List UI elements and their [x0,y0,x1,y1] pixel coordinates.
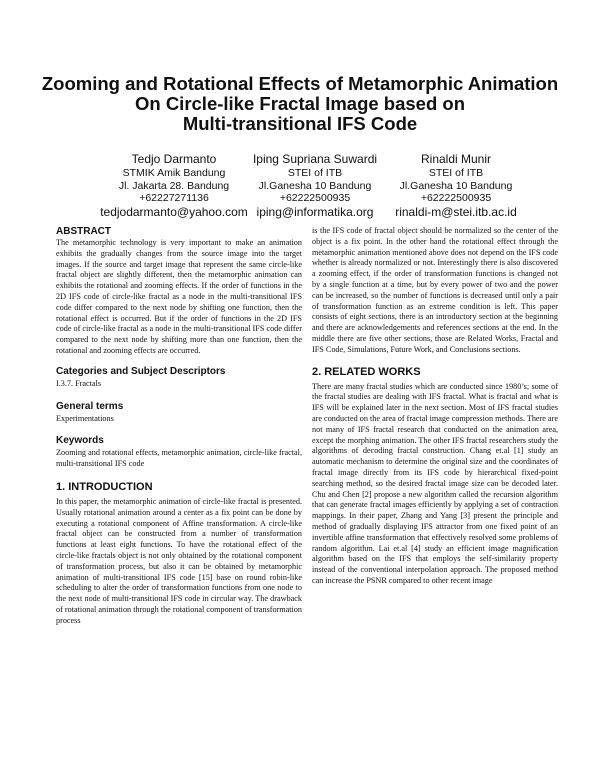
general-terms-heading: General terms [56,400,124,412]
author-email: rinaldi-m@stei.itb.ac.id [395,204,517,219]
abstract-heading: ABSTRACT [56,226,111,237]
paper-title [40,74,560,134]
title-line-2: On Circle-like Fractal Image based on [134,93,466,114]
introduction-continuation: is the IFS code of fractal object should be normalized so the center of the object is a fix point. In the other hand the rotational effect through the metamorphic animation mentioned above does not depend on the IFS code whether is already normalized or not. Interestingly there is also discovered a zooming effect, if the order of transformation functions is changed not by a single function at a time, but by every power of two and the power can be increased, so the number of functions is decreased until only a pair of transformation function as an extreme condition is left. This paper consists of eight sections, there is an introductory section at the beginning and there are acknowledgements and references sections at the end. In the middle there are five other sections, those are Related Works, Fractal and IFS Code, Simulations, Future Work, and Conclusions sections. [312,226,558,354]
author-phone: +62227271136 [139,192,209,204]
left-column [56,226,302,627]
related-works-text: There are many fractal studies which are conducted since 1980’s; some of the fractal studies are dealing with IFS fractal. What is fractal and what is IFS will be explained later in the next section. Most of IFS fractal studies are conducted on the area of fractal image compression methods. There are not many of IFS fractal research that conducted on the animation area, except the morphing animation. The other IFS fractal researchers study the algorithms of decoding fractal construction. Chang et.al [1] study an automatic mechanism to determine the original size and the coordinates of fractal image directly from its IFS code by hierarchical fixed-point searching method, so the desired fractal image size can be decoded later. Chu and Chen [2] propose a new algorithm called the recursion algorithm that can generate fractal images efficiently by applying a set of contraction mappings. In their paper, Zhang and Yang [3] present the principle and method of gradually displaying IFS attractor from one fixed point of an invertible affine transformation that effectively resolved some problems of random algorithm. Lai et.al [4] study an efficient image magnification algorithm based on the IFS that employs the self-similarity property instead of the conventional interpolation approach. The proposed method can increase the PSNR compared to other recent image [312,381,558,585]
author-phone: +62222500935 [420,192,492,204]
author-address: Jl. Jakarta 28. Bandung [118,179,230,192]
author-phone: +62222500935 [279,192,351,204]
author-address: Jl.Ganesha 10 Bandung [258,179,372,192]
categories-heading: Categories and Subject Descriptors [56,365,226,377]
title-line-3: Multi-transitional IFS Code [182,113,418,134]
author-name: Tedjo Darmanto [131,152,217,166]
author-affiliation: STMIK Amik Bandung [122,167,226,179]
related-works-heading: 2. RELATED WORKS [312,365,421,378]
author-affiliation: STEI of ITB [428,167,484,179]
author-3 [366,152,546,220]
author-affiliation: STEI of ITB [287,167,343,179]
author-address: Jl.Ganesha 10 Bandung [399,179,513,192]
keywords-text: Zooming and rotational effects, metamorphic animation, circle-like fractal, multi-transitional IFS code [56,448,302,469]
author-name: Iping Supriana Suwardi [252,152,378,166]
author-email: tedjodarmanto@yahoo.com [100,204,248,219]
introduction-text: In this paper, the metamorphic animation of circle-like fractal is presented. Usually rotational animation around a center as a fix point can be done by executing a rotational component of Affine transformation. A circle-like fractal object can be constructed from a number of transformation functions at least eight functions. To have the rotational effect of the circle-like fractals object is not only obtained by the rotational component of transformation process, but also it can be obtained by metamorphic animation of multi-transitional IFS code [15] base on round robin-like scheduling to alter the order of transformation functions from one node to the next node of multi-transitional IFS code in circular way. The drawback of rotational animation through the rotational component of transformation process [56,496,302,625]
general-terms-text: Experimentations [56,413,114,423]
author-email: iping@informatika.org [256,204,374,219]
categories-text: I.3.7. Fractals [56,378,102,388]
keywords-heading: Keywords [56,435,104,447]
abstract-text: The metamorphic technology is very important to make an animation exhibits the gradually changes from the source image into the target images. If the source and target image that represent the same circle-like fractal object are slightly different, then the metamorphic animation can exhibits the rotational and zooming effects. If the order of functions in the 2D IFS code of circle-like fractal as a node in the multi-transitional IFS code differ compared to the next node by shifting one function, then the rotational effect is occurred. But if the order of functions in the 2D IFS code of circle-like fractal as a node in the multi-transitional IFS code differ compared to the next node by shifting more than one function, then the rotational and zooming effects are occurred. [56,238,302,355]
introduction-heading: 1. INTRODUCTION [56,480,153,493]
title-line-1: Zooming and Rotational Effects of Metamorphic Animation [41,73,559,94]
author-name: Rinaldi Munir [420,152,492,166]
author-block [0,152,600,219]
right-column [312,226,558,587]
